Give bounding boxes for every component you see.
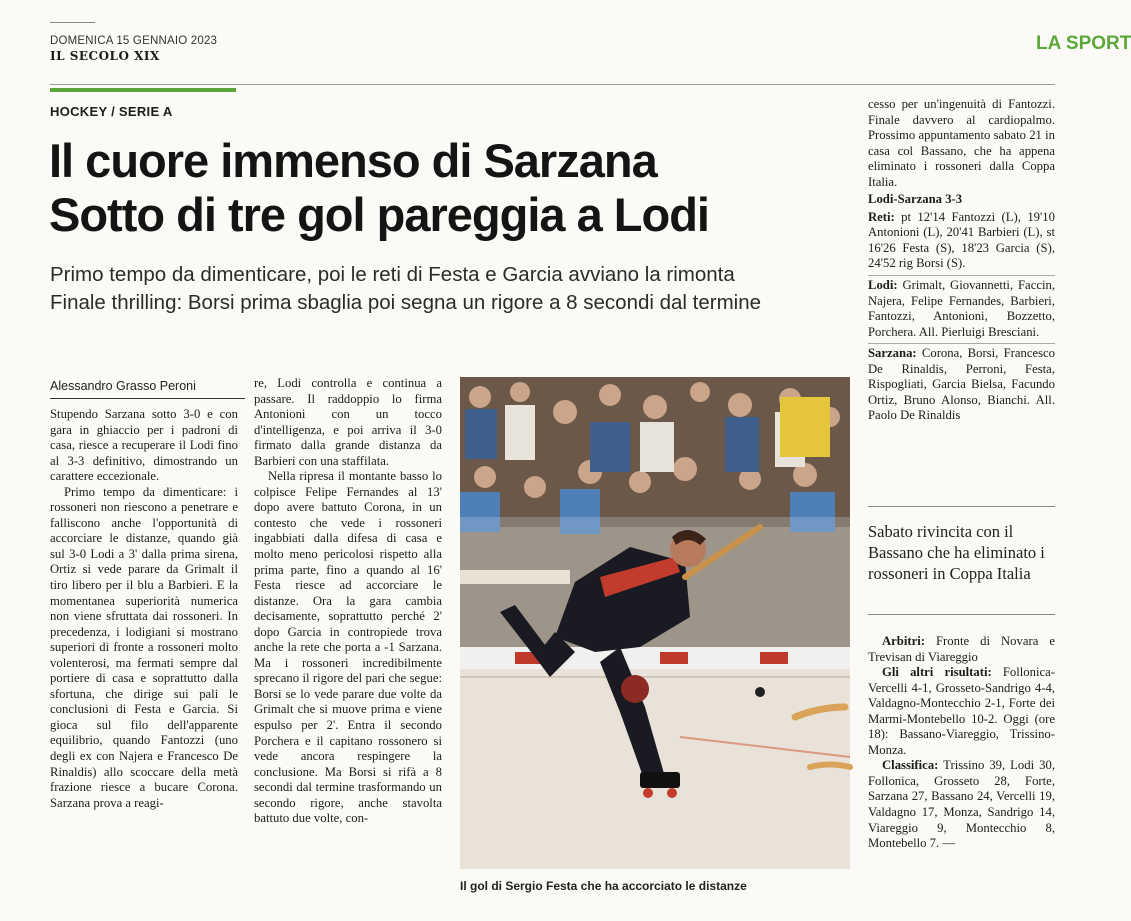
paragraph: Stupendo Sarzana sotto 3-0 e con gara in ghiaccio per i padroni di casa, riesce a recuperare il Lodi fino al 3-3 definitivo, dimostrando un carattere eccezionale.	[50, 407, 238, 484]
subheadline	[50, 261, 860, 317]
altri-risultati	[868, 665, 1055, 758]
label: Lodi:	[868, 278, 898, 293]
classifica	[868, 758, 1055, 851]
value: Fronte di Novara e Trevisan di Viareggio	[868, 634, 1055, 664]
top-rule	[50, 22, 95, 23]
byline-rule	[50, 398, 245, 399]
divider	[868, 343, 1055, 344]
value: Corona, Borsi, Francesco De Rinaldis, Perroni, Festa, Rispogliati, Garcia Bielsa, Facundo Ortiz, Bruno Alonso, Bianchi. All. Paolo De Rinaldis	[868, 346, 1055, 423]
paragraph: re, Lodi controlla e continua a passare. Il raddoppio lo firma Antonioni con un tocco d'intelligenza, e poi arriva il 3-0 firmato dalla grande distanza da Barbieri con una staffilata.	[254, 376, 442, 468]
section-label: LA SPORT	[1036, 33, 1131, 54]
byline: Alessandro Grasso Peroni	[50, 379, 196, 393]
subhead-line-1: Primo tempo da dimenticare, poi le reti di Festa e Garcia avviano la rimonta	[50, 263, 735, 286]
kicker: HOCKEY / SERIE A	[50, 104, 173, 119]
issue-date: DOMENICA 15 GENNAIO 2023	[50, 35, 218, 47]
divider	[868, 275, 1055, 276]
arbitri	[868, 634, 1055, 665]
value: Trissino 39, Lodi 30, Follonica, Grosseto 28, Forte, Sarzana 27, Bassano 24, Vercelli 19, Valdagno 17, Monza, Sandrigo 14, Viareggio 9, Montecchio 8, Montebello 7. —	[868, 758, 1055, 851]
tabellino-reti	[868, 210, 1055, 272]
article-column-1	[50, 407, 238, 811]
tabellino-title: Lodi-Sarzana 3-3	[868, 192, 963, 207]
paragraph: Nella ripresa il montante basso lo colpisce Felipe Fernandes al 13' dopo avere battuto Corona, in un contesto che vede i rossoneri ingabbiati dalla difesa di casa e molto meno pericolosi rispetto alla prima parte, fino a quando al 16' Festa riesce ad accorciare le distanze. Ora la gara cambia decisamente, soprattutto perché 2' dopo Garcia in contropiede trova anche la rete che porta a -1 Sarzana. Ma i rossoneri incredibilmente sprecano il rigore del pari che segue: Borsi se lo vede parare due volte da Grimalt che si muove prima e viene espulso per 2'. Entra il secondo Porchera e il capitano rossonero si vede ancora respingere la conclusione. Ma Borsi si rifà a 8 secondi dal termine trasformando un secondo rigore, anche stavolta battuto due volte, con-	[254, 469, 442, 826]
subhead-line-2: Finale thrilling: Borsi prima sbaglia poi segna un rigore a 8 secondi dal termine	[50, 291, 762, 314]
tabellino-sarzana	[868, 346, 1055, 424]
paragraph: Primo tempo da dimenticare: i rossoneri non riescono a penetrare e falliscono anche l'opportunità di accorciare le distanze, quando già sul 3-0 Lodi a 3' dalla prima sirena, Ortiz si vede parare da Grimalt il tiro libero per il blu a Barbieri. E la momentanea superiorità numerica non viene sfruttata dai rossoneri. In precedenza, i lodigiani si mostrano superiori di fronte a rossoneri molto volenterosi, ma fermati sempre dal portiere di casa e soprattutto dalla sfortuna, che dirige sui pali le conclusioni di Festa e Garcia. Si gioca sul filo dell'apparente equilibrio, quando Fantozzi (uno degli ex con Najera e Francesco De Rinaldis) allo scoccare della metà frazione riesce a bucare Corona. Sarzana prova a reagi-	[50, 484, 238, 810]
label: Classifica:	[882, 758, 939, 773]
photo-caption: Il gol di Sergio Festa che ha accorciato le distanze	[460, 879, 747, 893]
pullquote-rule-top	[868, 506, 1055, 507]
tabellino-lodi	[868, 278, 1055, 340]
label: Arbitri:	[882, 634, 925, 648]
headline-line-1: Il cuore immenso di Sarzana	[49, 134, 657, 187]
value: pt 12'14 Fantozzi (L), 19'10 Antonioni (L), 20'41 Barbieri (L), st 16'26 Festa (S), 18'23 Garcia (S), 24'52 rig Borsi (S).	[868, 209, 1055, 271]
headline-line-2: Sotto di tre gol pareggia a Lodi	[49, 188, 709, 241]
pullquote: Sabato rivincita con il Bassano che ha eliminato i rossoneri in Coppa Italia	[868, 522, 1045, 583]
info-column	[868, 634, 1055, 852]
pullquote-rule-bottom	[868, 614, 1055, 615]
article-column-2	[254, 376, 442, 827]
label: Reti:	[868, 209, 895, 224]
value: Grimalt, Giovannetti, Faccin, Najera, Felipe Fernandes, Barbieri, Fantozzi, Antonioni, Bozzetto, Porchera. All. Pierluigi Bresciani.	[868, 278, 1055, 339]
label: Gli altri risultati:	[882, 665, 992, 680]
header-rule	[50, 84, 1055, 85]
value: Follonica-Vercelli 4-1, Grosseto-Sandrigo 4-4, Valdagno-Montecchio 2-1, Forte dei Marmi-Montebello 10-2. Oggi (ore 18): Bassano-Viareggio, Trissino-Monza.	[868, 665, 1056, 757]
hockey-player-photo	[460, 377, 850, 869]
kicker-bar	[50, 88, 236, 92]
masthead: IL SECOLO XIX	[50, 49, 160, 63]
article-column-3	[868, 97, 1055, 424]
paragraph: cesso per un'ingenuità di Fantozzi. Finale davvero al cardiopalmo. Prossimo appuntamento sabato 21 in casa col Bassano, che ha appena eliminato i rossoneri dalla Coppa Italia.	[868, 97, 1055, 189]
label: Sarzana:	[868, 346, 917, 361]
headline	[49, 134, 869, 242]
